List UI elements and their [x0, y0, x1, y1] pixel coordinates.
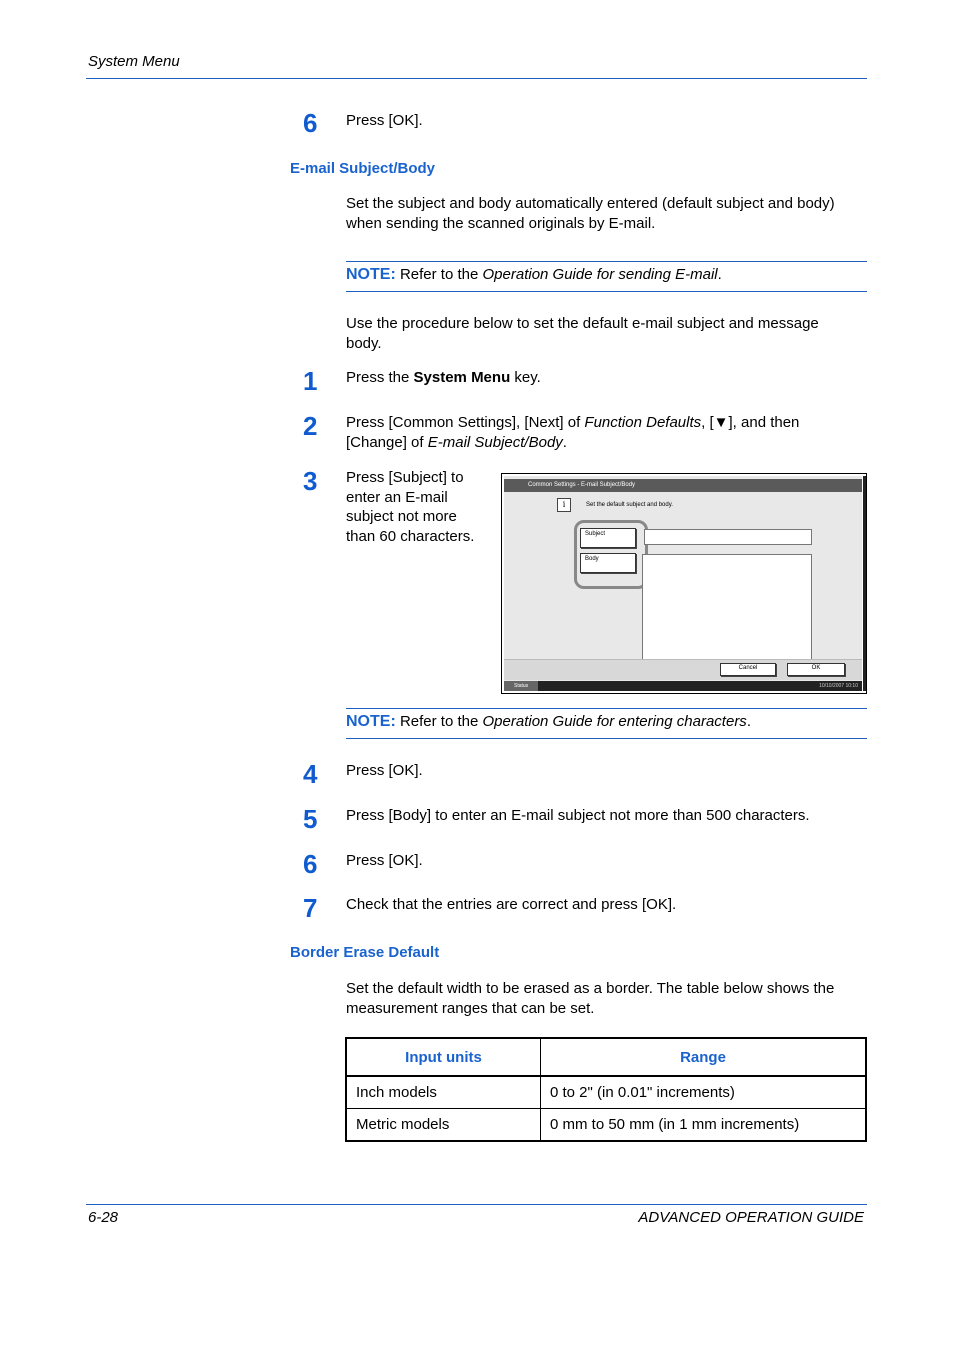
table-cell: Inch models — [346, 1076, 541, 1109]
table-cell: 0 mm to 50 mm (in 1 mm increments) — [541, 1109, 867, 1142]
step-number: 5 — [303, 804, 318, 834]
page-number: 6-28 — [88, 1209, 119, 1226]
note-reference: Operation Guide for sending E-mail — [482, 266, 718, 283]
footer-rule — [86, 1204, 867, 1205]
column-header: Input units — [346, 1038, 541, 1076]
subject-field[interactable] — [644, 529, 812, 545]
procedure-line: body. — [346, 334, 382, 352]
table-cell: 0 to 2" (in 0.01" increments) — [541, 1076, 867, 1109]
note-box — [346, 708, 867, 739]
panel-message: Set the default subject and body. — [586, 502, 673, 508]
step-line: than 60 characters. — [346, 527, 475, 545]
cancel-button[interactable]: Cancel — [720, 663, 776, 676]
step-text-part: key. — [510, 369, 541, 386]
step-text — [346, 413, 799, 452]
step-text: Check that the entries are correct and press [OK]. — [346, 896, 677, 913]
note-suffix: . — [717, 266, 722, 283]
panel-edge — [863, 476, 866, 691]
panel-status-bar — [504, 681, 862, 691]
step-text-part: , [▼], and then — [701, 414, 800, 431]
section-heading: Border Erase Default — [290, 944, 440, 961]
table-header-row — [346, 1038, 866, 1076]
step-text-part: [Change] of — [346, 433, 428, 451]
note-reference: Operation Guide for entering characters — [482, 713, 747, 730]
step-text: Press [OK]. — [346, 762, 423, 779]
intro-line: Set the default width to be erased as a border. The table below shows the — [346, 980, 835, 997]
step-number: 2 — [303, 411, 318, 441]
step-line: enter an E-mail — [346, 488, 448, 506]
note-prefix: Refer to the — [399, 266, 483, 283]
note-suffix: . — [746, 713, 751, 730]
ok-button[interactable]: OK — [787, 663, 845, 676]
step-text: Press [OK]. — [346, 852, 423, 869]
running-header: System Menu — [88, 53, 180, 70]
step-number: 3 — [303, 466, 318, 496]
body-field[interactable] — [642, 554, 812, 660]
column-header: Range — [541, 1038, 867, 1076]
note-label: NOTE: — [346, 266, 396, 283]
intro-line: measurement ranges that can be set. — [346, 999, 595, 1017]
guide-title: ADVANCED OPERATION GUIDE — [638, 1209, 864, 1226]
table-row — [346, 1076, 866, 1109]
operation-panel-screenshot — [501, 473, 867, 694]
table-cell: Metric models — [346, 1109, 541, 1142]
step-text — [346, 468, 474, 546]
subject-button[interactable]: Subject — [580, 528, 636, 548]
system-menu-key-name: System Menu — [413, 369, 511, 386]
table-row — [346, 1109, 866, 1142]
range-table — [345, 1037, 867, 1142]
step-number: 6 — [303, 108, 318, 138]
step-number: 6 — [303, 849, 318, 879]
intro-line: when sending the scanned originals by E-mail. — [346, 214, 656, 232]
header-rule — [86, 78, 867, 79]
step-line: subject not more — [346, 508, 457, 525]
procedure-line: Use the procedure below to set the default e-mail subject and message — [346, 315, 819, 332]
step-number: 4 — [303, 759, 318, 789]
panel-screen — [504, 476, 862, 691]
step-number: 1 — [303, 366, 318, 396]
border-intro — [346, 979, 834, 1018]
step-number: 7 — [303, 893, 318, 923]
intro-paragraph — [346, 194, 835, 233]
note-label: NOTE: — [346, 713, 396, 730]
step-text-italic: Function Defaults — [584, 414, 702, 431]
step-text-part: . — [562, 433, 567, 451]
section-heading: E-mail Subject/Body — [290, 160, 436, 177]
status-button[interactable]: Status — [504, 681, 538, 691]
step-text: Press [OK]. — [346, 112, 423, 129]
panel-button-bar — [504, 659, 862, 680]
panel-datetime: 10/10/2007 10:10 — [819, 683, 858, 689]
note-prefix: Refer to the — [399, 713, 483, 730]
step-text-part: Press the — [346, 369, 414, 386]
body-button[interactable]: Body — [580, 553, 636, 573]
step-text-part: Press [Common Settings], [Next] of — [346, 414, 585, 431]
info-icon: i — [557, 498, 571, 512]
panel-title: Common Settings - E-mail Subject/Body — [504, 479, 862, 492]
procedure-paragraph — [346, 314, 819, 353]
note-content — [346, 265, 722, 285]
step-text-italic: E-mail Subject/Body — [427, 433, 563, 451]
step-text — [346, 368, 541, 388]
intro-line: Set the subject and body automatically entered (default subject and body) — [346, 195, 835, 212]
note-content — [346, 712, 751, 732]
step-line: Press [Subject] to — [346, 469, 464, 486]
note-box — [346, 261, 867, 292]
step-text: Press [Body] to enter an E-mail subject not more than 500 characters. — [346, 807, 810, 824]
